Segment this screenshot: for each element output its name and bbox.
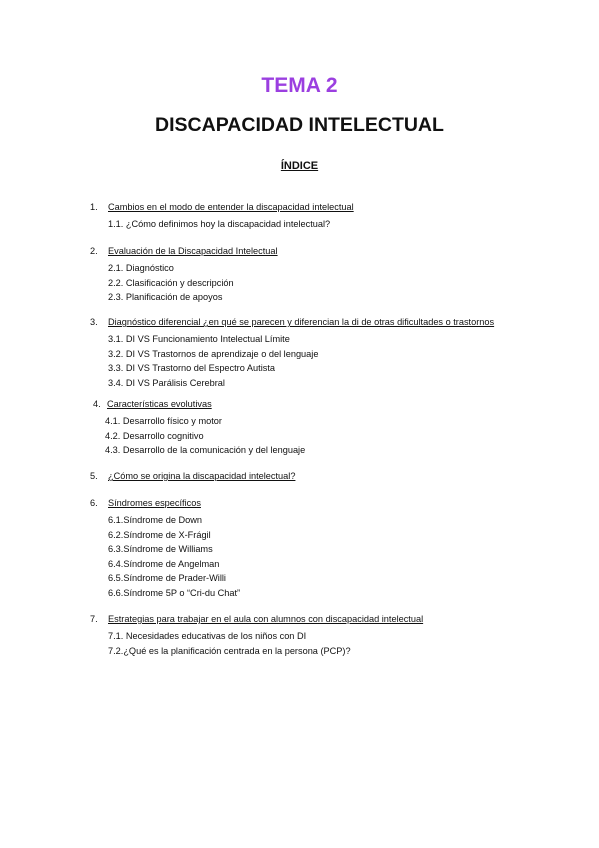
subsection-item: 6.6.Síndrome 5P o “Cri-du Chat” (108, 587, 241, 598)
subsection-item: 2.3. Planificación de apoyos (108, 292, 223, 302)
section-title-link[interactable]: Cambios en el modo de entender la discapacidad intelectual (108, 202, 354, 212)
topic-number: TEMA 2 (261, 74, 338, 97)
subsection-item: 3.4. DI VS Parálisis Cerebral (108, 377, 225, 388)
section-number: 3. (90, 317, 98, 327)
subsection-item: 6.1.Síndrome de Down (108, 515, 202, 525)
section-number: 1. (90, 202, 98, 212)
subsection-item: 1.1. ¿Cómo definimos hoy la discapacidad intelectual? (108, 219, 331, 229)
subsection-item: 3.1. DI VS Funcionamiento Intelectual Límite (108, 334, 290, 344)
section-title-link[interactable]: Evaluación de la Discapacidad Intelectual (108, 246, 278, 256)
subsection-item: 6.2.Síndrome de X-Frágil (108, 529, 211, 540)
subsection-item: 7.1. Necesidades educativas de los niños con DI (108, 631, 307, 641)
subsection-item: 4.2. Desarrollo cognitivo (105, 430, 204, 441)
section-number: 6. (90, 498, 98, 508)
section-number: 5. (90, 471, 98, 481)
subsection-item: 6.3.Síndrome de Williams (108, 544, 213, 554)
document-title: DISCAPACIDAD INTELECTUAL (155, 114, 444, 136)
subsection-item: 2.2. Clasificación y descripción (108, 277, 234, 288)
subsection-item: 3.3. DI VS Trastorno del Espectro Autista (108, 363, 275, 373)
subsection-item: 6.4.Síndrome de Angelman (108, 558, 220, 569)
section-title-link[interactable]: Características evolutivas (107, 399, 212, 409)
index-heading: ÍNDICE (280, 160, 319, 172)
section-title-link[interactable]: Estrategias para trabajar en el aula con alumnos con discapacidad intelectual (108, 614, 424, 624)
section-number: 7. (90, 614, 98, 624)
subsection-item: 4.1. Desarrollo físico y motor (105, 416, 222, 426)
subsection-item: 2.1. Diagnóstico (108, 263, 174, 273)
subsection-item: 4.3. Desarrollo de la comunicación y del lenguaje (105, 445, 306, 455)
section-number: 4. (93, 399, 101, 409)
subsection-item: 6.5.Síndrome de Prader-Willi (108, 573, 226, 583)
section-title-link[interactable]: ¿Cómo se origina la discapacidad intelectual? (108, 471, 296, 481)
subsection-item: 7.2.¿Qué es la planificación centrada en la persona (PCP)? (108, 645, 351, 656)
section-title-link[interactable]: Síndromes específicos (108, 498, 201, 508)
section-title-link[interactable]: Diagnóstico diferencial ¿en qué se parecen y diferencian la di de otras dificultades o trastornos (108, 317, 495, 327)
subsection-item: 3.2. DI VS Trastornos de aprendizaje o del lenguaje (108, 348, 319, 359)
section-number: 2. (90, 246, 98, 256)
